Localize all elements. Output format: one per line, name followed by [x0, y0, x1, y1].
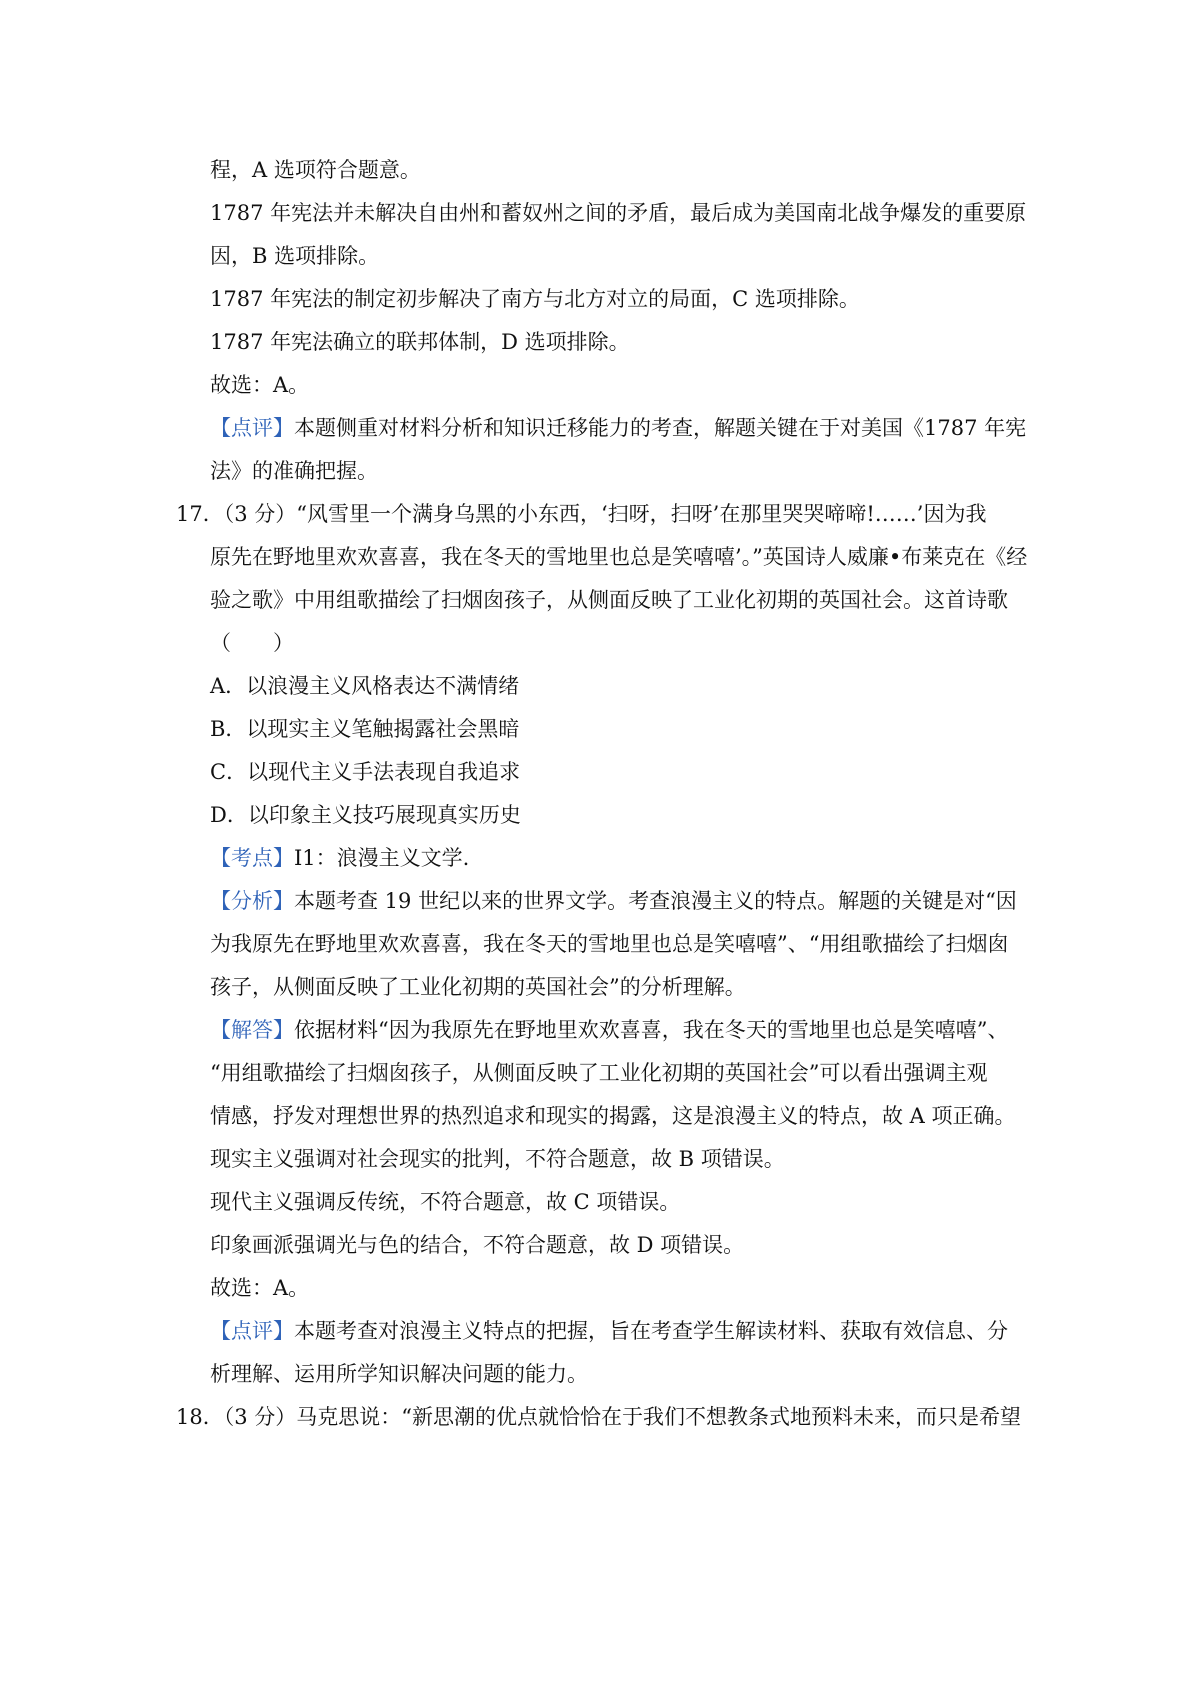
- text-line: 因，B 选项排除。: [210, 244, 380, 268]
- text-line: 程，A 选项符合题意。: [210, 158, 421, 182]
- text-line: 1787 年宪法的制定初步解决了南方与北方对立的局面，C 选项排除。: [210, 287, 860, 311]
- option-d: D．以印象主义技巧展现真实历史: [210, 803, 521, 827]
- dianping-text: 本题考查对浪漫主义特点的把握，旨在考查学生解读材料、获取有效信息、分: [294, 1319, 1008, 1343]
- text-line: “用组歌描绘了扫烟囱孩子，从侧面反映了工业化初期的英国社会”可以看出强调主观: [210, 1061, 988, 1085]
- jieda-text: 依据材料“因为我原先在野地里欢欢喜喜，我在冬天的雪地里也总是笑嘻嘻”、: [294, 1018, 1009, 1042]
- kaodian-text: I1：浪漫主义文学.: [294, 846, 470, 870]
- text-line: 故选：A。: [210, 373, 310, 397]
- text-line: 情感，抒发对理想世界的热烈追求和现实的揭露，这是浪漫主义的特点，故 A 项正确。: [210, 1104, 1016, 1128]
- text-line: 析理解、运用所学知识解决问题的能力。: [210, 1362, 588, 1386]
- jieda-line: [210, 1015, 1008, 1045]
- text-line: 孩子，从侧面反映了工业化初期的英国社会”的分析理解。: [210, 975, 746, 999]
- text-line: 法》的准确把握。: [210, 459, 378, 483]
- kaodian-line: [210, 843, 469, 873]
- question-17-header: [176, 499, 986, 529]
- comment-line: [210, 413, 1026, 443]
- comment-tag: 【点评】: [210, 416, 294, 440]
- option-c: C．以现代主义手法表现自我追求: [210, 760, 521, 784]
- question-18-header: [176, 1402, 1021, 1432]
- question-number: 18．: [176, 1405, 224, 1429]
- jieda-tag: 【解答】: [210, 1018, 294, 1042]
- question-stem: （3 分）马克思说：“新思潮的优点就恰恰在于我们不想教条式地预料未来，而只是希望: [223, 1405, 1022, 1429]
- text-line: 现实主义强调对社会现实的批判，不符合题意，故 B 项错误。: [210, 1147, 785, 1171]
- fenxi-text: 本题考查 19 世纪以来的世界文学。考查浪漫主义的特点。解题的关键是对“因: [294, 889, 1017, 913]
- answer-line: 故选：A。: [210, 1276, 310, 1300]
- dianping-line: [210, 1316, 1008, 1346]
- kaodian-tag: 【考点】: [210, 846, 294, 870]
- text-line: 1787 年宪法确立的联邦体制，D 选项排除。: [210, 330, 630, 354]
- option-b: B．以现实主义笔触揭露社会黑暗: [210, 717, 520, 741]
- text-line: 为我原先在野地里欢欢喜喜，我在冬天的雪地里也总是笑嘻嘻”、“用组歌描绘了扫烟囱: [210, 932, 1009, 956]
- text-line: 印象画派强调光与色的结合，不符合题意，故 D 项错误。: [210, 1233, 745, 1257]
- question-stem: 原先在野地里欢欢喜喜，我在冬天的雪地里也总是笑嘻嘻’。”英国诗人威廉•布莱克在《经: [210, 545, 1028, 569]
- question-number: 17．: [176, 502, 224, 526]
- comment-text: 本题侧重对材料分析和知识迁移能力的考查，解题关键在于对美国《1787 年宪: [294, 416, 1027, 440]
- fenxi-tag: 【分析】: [210, 889, 294, 913]
- option-a: A．以浪漫主义风格表达不满情绪: [210, 674, 520, 698]
- fenxi-line: [210, 886, 1017, 916]
- text-line: 现代主义强调反传统，不符合题意，故 C 项错误。: [210, 1190, 681, 1214]
- text-line: 1787 年宪法并未解决自由州和蓄奴州之间的矛盾，最后成为美国南北战争爆发的重要原: [210, 201, 1027, 225]
- question-stem: （3 分）“风雪里一个满身乌黑的小东西，‘扫呀，扫呀’在那里哭哭啼啼!……’因为我: [223, 502, 987, 526]
- question-stem: 验之歌》中用组歌描绘了扫烟囱孩子，从侧面反映了工业化初期的英国社会。这首诗歌: [210, 588, 1008, 612]
- answer-blank: （ ）: [210, 631, 294, 655]
- dianping-tag: 【点评】: [210, 1319, 294, 1343]
